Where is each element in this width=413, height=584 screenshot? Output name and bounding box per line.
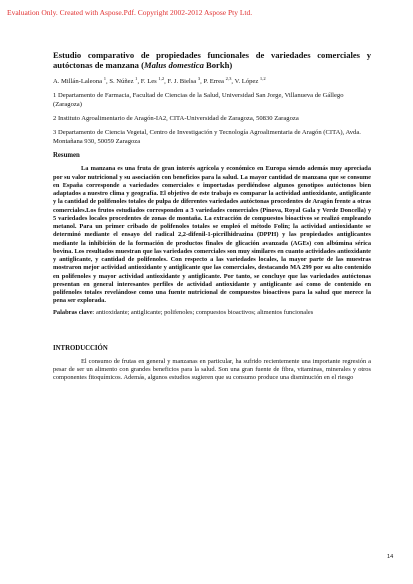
- author-affiliation-mark: 2,3: [225, 75, 232, 81]
- affiliation-2: [53, 115, 371, 123]
- author-name: F. Les: [140, 77, 157, 85]
- affiliation-text: Instituto Agroalimentario de Aragón-IA2, CITA-Universidad de Zaragoza, 50830 Zaragoza: [56, 115, 299, 123]
- page-number: 14: [387, 554, 394, 560]
- affiliation-number: 2: [53, 115, 57, 123]
- author-name: P. Errea: [203, 77, 224, 85]
- affiliation-number: 3: [53, 129, 57, 137]
- affiliation-1: [53, 92, 371, 109]
- title-species: Malus domestica: [143, 60, 204, 71]
- title-main: Estudio comparativo de propiedades funcionales de variedades comerciales y autóctonas de manzana (: [53, 50, 371, 71]
- introduction-text: El consumo de frutas en general y manzanas en particular, ha sufrido recientemente una importante regresión a pesar de ser un alimento con grandes beneficios para la salud. Son una gran fuente de fibra, vitaminas, minerales y otros componentes fitoquímicos. Además, algunos estudios sugieren que su consumo produce una disminución en el riesgo: [53, 357, 371, 382]
- affiliation-number: 1: [53, 92, 57, 100]
- author-affiliation-mark: 1: [135, 75, 138, 81]
- keywords-label: Palabras clave: [53, 308, 93, 316]
- author-name: S. Núñez: [109, 77, 134, 85]
- keywords-text: : antioxidante; antiglicante; polifenoles; compuestos bioactivos; alimentos funcionales: [92, 308, 314, 316]
- document-page: [53, 50, 371, 383]
- author-affiliation-mark: 3: [197, 75, 201, 81]
- author-name: V. López: [234, 77, 259, 85]
- author-affiliation-mark: 1,2: [259, 75, 266, 81]
- evaluation-watermark: Evaluation Only. Created with Aspose.Pdf. Copyright 2002-2012 Aspose Pty Ltd.: [7, 8, 253, 17]
- author-affiliation-mark: 1,2: [158, 75, 165, 81]
- title-suffix: Borkh): [203, 60, 233, 71]
- author-name: A. Millán-Laleona: [53, 77, 103, 85]
- affiliation-3: [53, 129, 371, 146]
- author-affiliation-mark: 1: [103, 75, 107, 81]
- author-list: A. Millán-Laleona $^1$, S. Núñez $^1$, F. Les $^{1,2}$, F. J. Bielsa $^3$, P. Errea $^{2,3}$, V. López $^{1,2}$: [53, 75, 266, 85]
- introduction-heading: INTRODUCCIÓN: [53, 344, 108, 352]
- affiliation-text: Departamento de Farmacia, Facultad de Ciencias de la Salud, Universidad San Jorge, Villanueva de Gállego (Zaragoza): [53, 92, 344, 108]
- affiliation-text: Departamento de Ciencia Vegetal, Centro de Investigación y Tecnología Agroalimentaria de Aragón (CITA), Avda. Montañana 930, 50059 Zaragoza: [53, 129, 361, 145]
- abstract-text: La manzana es una fruta de gran interés agrícola y económico en Europa siendo además muy apreciada por su valor nutricional y su asociación con beneficios para la salud. La mayor cantidad de manzana que se consume en España corresponde a variedades comerciales e importadas perdiéndose algunos genotipos autóctonos bien adaptados a nuestro clima y geografía. El objetivo de este trabajo es comparar la actividad antioxidante, antiglicante y la cantidad de polifenoles totales de pulpa de diferentes variedades autóctonas procedentes de Aragón frente a otras comerciales.Los frutos estudiados corresponden a 3 variedades comerciales (Pinova, Royal Gala y Verde Doncella) y 5 variedades locales procedentes de zonas de montaña. La extracción de compuestos bioactivos se realizó empleando metanol. Para un primer cribado de polifenoles totales se empleó el método Folin; la actividad antioxidante se determinó mediante el ensayo del radical 2,2-difenil-1-picrilhidrazina (DPPH) y las propiedades antiglicantes mediante la inhibición de la formación de productos finales de glicación avanzada (AGEs) con albúmina sérica bovina. Los resultados muestran que las variedades comerciales son muy similares en cuanto actividades antioxidante y antiglicante, y cantidad de polifenoles. Con respecto a las variedades locales, la mayor parte de las muestras mostraron mejor actividad antioxidante y antiglicante que las comerciales, destacando MA 299 por su alto contenido en polifenoles y mayor actividad antioxidante y antiglicante. Por tanto, se concluye que las variedades autóctonas presentan en general interesantes perfiles de actividad antioxidante y antiglicante así como de contenido en polifenoles totales revelándose como una fuente nutricional de compuestos bioactivos para la salud que merece la pena ser explorada.: [53, 165, 371, 305]
- abstract-heading: Resumen: [53, 152, 80, 160]
- article-title: [53, 50, 371, 71]
- keywords: [53, 309, 371, 317]
- author-name: F. J. Bielsa: [167, 77, 197, 85]
